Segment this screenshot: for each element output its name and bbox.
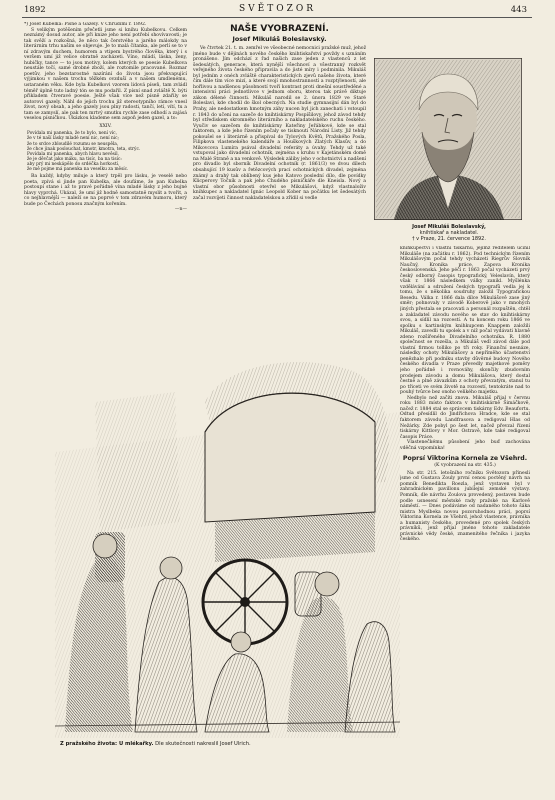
poem-line: že v té naší lásky mladé není nic, není nic; <box>27 136 119 142</box>
obituary-continuation-2: Nedbylo než začíti znova. Mikuláš přijal v červnu roku 1883 místo faktora v knihtiskárně Šimáčkově, načež r. 1884 stal se správcem tiskárny Edv. Beaufortu. Odtud přesídlil do Jindřichova Hradce, kde se stal faktorem závodu Landfrasova a redigoval Hlas od Nežárky. Zde pobyl po šest let, načež převzal řízení tiskárny Kittlovy v Mor. Ostravě, kde také redigoval časopis Práce. <box>400 395 530 440</box>
portrait-name: Josef Mikuláš Boleslavský, <box>412 224 486 230</box>
column-middle <box>193 22 366 342</box>
poem-line: Povídala mi panenka, abych hlavu nevěsil, <box>27 151 119 157</box>
review-conclusion: Ba každý, kdyby miluje a který trpěl pro lásku, je veselé nebo poeta, zpívá si jinde pan Kubelka, ale doufáme, že pan Kubelka postoupí stane i až to pravé pořádně vína mladé lásky z jeho bujné hlavy vyprchá. Ukázal, že umí již hodně samostatně myslit a tvořit, a co nejhlavnější — naleží se na poprvé v tom zdravém humoru, který bude po Čechách ponosu značným kořením. <box>24 174 187 207</box>
header-rule <box>22 17 532 18</box>
illustration-credit: Dle skutečnosti nakreslil Josef Ulrich. <box>155 741 251 747</box>
obituary-continuation: knihkupectví i vlastní tiskárnu, jejímž ředitelem učinil Mikuláše (na začátku r. 1862). Pod technickým řízením Mikulášovým počal tehdy vycházeti Riegrův Slovník Naučný, Kronika práce, Zapova Kronika československá. Jeho péčí r. 1863 počal vycházeti prvý český odborný časopis typografický, Veleslavín, který však r. 1866 následkem války zanikl. Myšlénka vzdělávání a sdružení českých typografů vedla jej k tomu, že s několika soudruhy založil Typografickou Besedu. Válka r. 1866 dala dílce Mikulášově zase jiný směr; pohnovaly v závodě Koberově jako v mnohých jiných přestala se pracovati a personál rozpuštěn, chtěl a zakladatel závodu nového se stav do knihtiskárny svou, a sídlil na rozcestí. A tu koncem roku 1866 ve spolku s kartinským knihkupcem Knappem založili Mikuláš, zavedli tu spolek a v níž počal vydávati hlavně zdeno rozšířeného Divadelního ochotníka. R. 1880 společnost se rozešla, a Mikuláš vedl závod dále pod vlastní firmou tolliko po tři roky. Finanční nesnáze, následky ochoty Mikulášovy a nepříměho účastenství penězhalo při podniku stavby důvěrné budovy Nového českého divadla v Praze převedly majetkové poměry jeho pořádně i rovnováhy, skončily zbudovním prodejem závodu a domu Mikulášova, který dostal čestně a plně závazkům z ochoty převzatým, stanul tu po třiceti ve svém životě na rozcestí, tentokráte nad to pouhý tvůrce bez onoho velikého majetku. <box>400 246 530 396</box>
bust-article-text: Na str. 215. letošního ročníku Světozora přinesli jsme od Gustava Zouly první cenou poctěný návrh na pomník Benedikta Roezla, jenž vystaven byl v zahradnickém pavillonu jubilejní zemské výstavy. Pomník, dle návrhu Zoulova provedený, postaven bude podle usnesení městské rady pražské na Karlově náměstí. — Dnes podáváme od nadaného tohoto šáka mistra Myslbeka novou pozoruhodnou práci, poprsí Viktorina Kornela ze Všehrd, jehož vlastence, právníka a humanisty českého, provedené pro spolek českých právníků, jenž přijal jméno tohoto zakladatele právnické vědy české, znamenitého řečníka i jazyka českého. <box>400 470 530 543</box>
portrait-death: † v Praze, 21. července 1892. <box>412 236 486 243</box>
poem-line: Povídala mi panenka, že to bylo, není víc, <box>27 131 117 137</box>
poem-line: že chce jinak poslouchat, kmotr, kmotra, teta, strýc. <box>27 146 141 152</box>
portrait-engraving <box>374 58 522 220</box>
footnote: *) Josef Kubelka: Písně a Gazely. V Chrudimi r. 1892. <box>24 22 147 27</box>
poem-line: že mě pojme má panenka na veselku za měsíc. <box>27 167 129 173</box>
article-title: Josef Mikuláš Boleslavský. <box>232 35 327 43</box>
column-left <box>24 22 187 340</box>
milkmaid-illustration <box>55 342 400 738</box>
illustration-title: Z pražského života: U mlékařky. <box>60 741 154 747</box>
journal-title: SVĚTOZOR <box>238 4 317 14</box>
illustration-caption <box>60 741 390 747</box>
obituary-closing: Vlastenečkému působení jeho buď zachována vděčná vzpomínka! <box>400 440 530 451</box>
review-paragraph: S velikým potěšením přečetli jsme si knihu Kubelkovu. Celkem neznámý dosud autor, ale při knize jeho není potřebí shovívavosti; je tak svěží a rozkošná, že něco tak čerstvého a jarého málokdy na literárním trhu naším se objevuje. Je to malá čítanka, ale perlí se to v ní zdravým duchem, humorem a vtipem bystrého člověka, který i s veršem umí již velice obratně zacházeti. Víno, mládí, láska, ženy, hubičky, tance — to jsou motivy, kolem kterých se poesie Kubelkova neustále točí, samé drobné zboží, ale roztomile pracované. Rozmar poetův, jeho bezstarostné nazírání do života jsou překvapující výjimkou v našem trochu těžkém ovzduší a v našem umdlenému, ustaraném věku. Kde byla Kubelkovi vzorem lidová píseň, tam zvládl téměř úplně tuto ladný tón se mu podařil. Z písní snad zvláště X. býti přikladem čtveravé poesie. Ještě však více než písně zdařily se autorovi gazely. Náhl do jejich trochu již stereotypního rámce vnesl život, nový obsah, a jeho gazely jsou plny radosti, tančí, letí, vítí, tu a tam se zamyslí, ale pak ten mrtvý smutku rychle zase odhodí a zajásá veselou písničkou. Ukázkou klademe sem aspoň jeden gazel, a to: <box>24 27 187 122</box>
page-number: 443 <box>510 5 527 15</box>
poem-number: XXIV. <box>99 123 112 129</box>
portrait-caption <box>372 224 526 243</box>
article-subtitle-bust: (K vyobrazení na str. 435.) <box>434 463 496 469</box>
poem-line: aby prý mi neskápělo do srdéčka horkostí, <box>27 161 120 167</box>
poem <box>24 131 187 172</box>
poem-line: že to srdce zbloudilé rozumu se neuspěla, <box>27 141 119 147</box>
article-title-bust: Poprsí Viktorina Kornela ze Všehrd. <box>402 455 528 463</box>
obituary-text: Ve čtvrtek 21. t. m. zemřel ve všeobecné nemocnici pražské muž, jehož jméno bude v dějinách nového českého knihtiskařství povždy s uznáním pronášeno. Jím odchází z řad našich zase jeden z vlastenců z let šedesátých, generace, která nynější všechnoví a všestranný rozkvět veřejného života českého připravila a do jisté míry i podminila. Mikuláš byl jedním z onéch zvláště charakteristických zjevů našeho života, které čím dále tím více mizí, a které svojí mnohostranností a rozptýleností, ale hořlivou a nadšenou působností tvoří kontrast proti dnešní soustředěné a intensivní práci jednotlivce v jednom oboru, kterou tak právě diktuje zákon dělené činnosti. Mikuláš narodil se 2. února 1829 ve Staré Boleslavi, kde chodil do škol obecných. Na studie gymnasijní dán byl do Prahy, ale nedostatkem hmotným záhy nucen byl jich zanechati i vstoupil r. 1843 do učení na sazeče do knihtiskárny Pospíšilovy, jehož závod tehdy byl střediskem skromného literárního a nakladatelského ruchu českého. Vyučiv se sazečem do knihtiskárny Kateřiny Jeřábkové, kde se stal faktorem, a kde jeho řízením počaly se tisknouti Národní Listy. Již tehdy pokoušel se i literárně a přispíval do Tylových Květů, Pražského Posla, Filipkova vlastenekého kalendáře a Houškových Zlatých Klasův, a do Mikovcova Lumíra psával divadelní referáty a úvahy. Tehdy už také vstupoval jako divadelní ochotník, zejména s kruhu v Kajetánském domě na Malé Straně a na venkově. Výsledek záliby jeho v ochotnictví a nadšení pro divadlo byl sborník Divadelní ochotník (r. 1861/3) ve dvou dílech obsahující 19 kusův a řetězcových prací ochotnických divadel, zejména známý a drahý tak oblíbený kus jeho Katovo poslední dílo, dle povídky Klicperovy Točník a pak jeho Chudého písničkáře dle Kneisla. Nový a vlastní obor působnosti otevřel se Mikulášovi, když vlastnaloživ knihkupec a nakladatel Ignác Leopold Kober na počátku let šedesátých začal rozvíjeti činnost nakladatelskou a zřídil si vedle <box>193 46 366 201</box>
poem-line: že je děvčat jako máku, na tisíc, ba na tisíc: <box>27 156 122 162</box>
column-right <box>400 246 530 786</box>
review-signature: —n— <box>174 207 187 213</box>
header-year: 1892 <box>24 5 46 15</box>
running-header <box>0 4 555 18</box>
portrait-role: knihtiskař a nakladatel. <box>419 230 479 237</box>
section-title: NAŠE VYOBRAZENÍ. <box>230 24 329 34</box>
